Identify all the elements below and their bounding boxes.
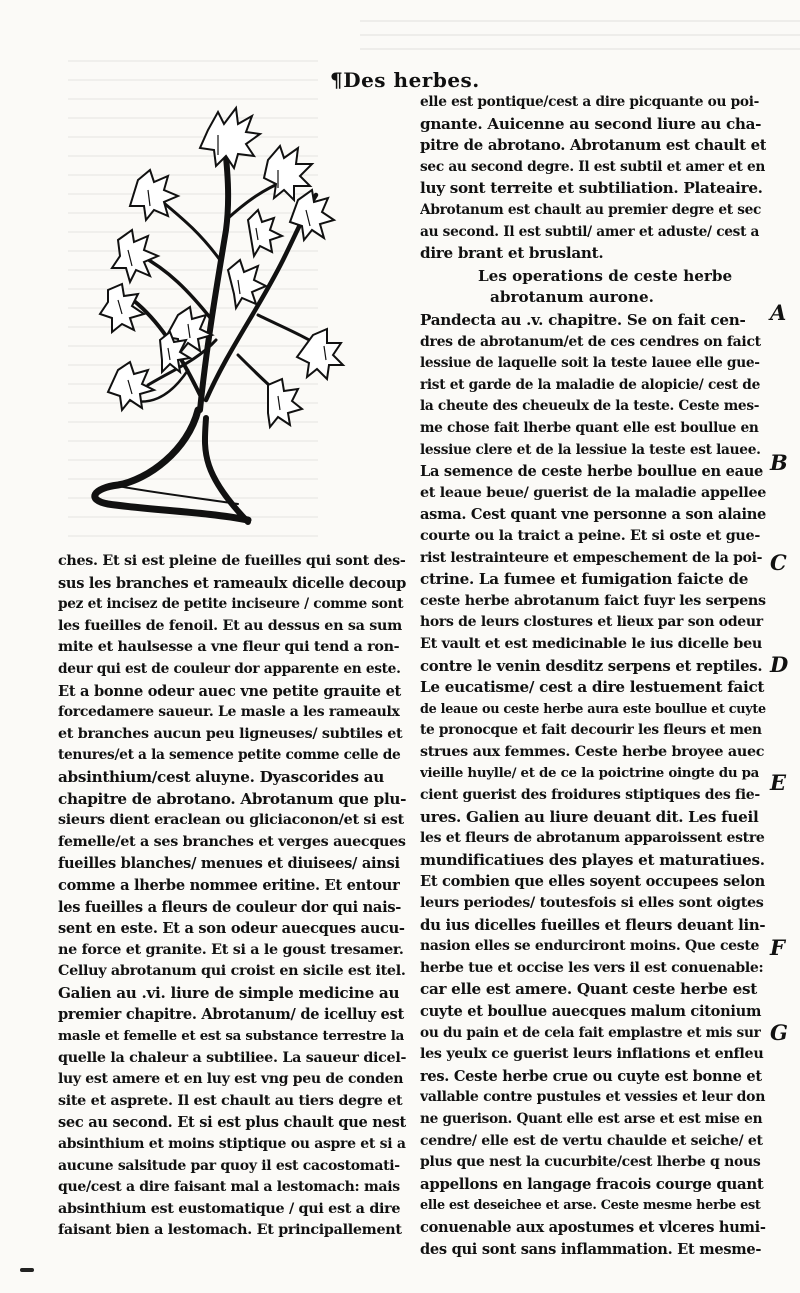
text-line: Celluy abrotanum qui croist en sicile est itel.	[58, 963, 406, 980]
text-line: lessiue de laquelle soit la teste lauee elle gue-	[420, 355, 760, 372]
margin-letter-e: E	[770, 770, 787, 795]
text-line: faisant bien a lestomach. Et principallement	[58, 1222, 402, 1239]
text-line: ches. Et si est pleine de fueilles qui sont des-	[58, 553, 406, 569]
text-line: Pandecta au .v. chapitre. Se on fait cen-	[420, 311, 746, 329]
text-line: res. Ceste herbe crue ou cuyte est bonne et	[420, 1067, 762, 1085]
text-line: leurs periodes/ toutesfois si elles sont oigtes	[420, 895, 764, 912]
text-line: premier chapitre. Abrotanum/ de icelluy est	[58, 1006, 404, 1024]
text-line: car elle est amere. Quant ceste herbe est	[420, 980, 757, 999]
text-line: sus les branches et rameaulx dicelle decoup	[58, 574, 406, 592]
text-line: La semence de ceste herbe boullue en eaue	[420, 463, 764, 481]
text-line: sec au second degre. Il est subtil et amer et en	[420, 158, 766, 175]
text-line: Le eucatisme/ cest a dire lestuement faict	[420, 678, 765, 697]
text-line: la cheute des cheueulx de la teste. Ceste mes-	[420, 398, 760, 415]
text-line: vieille huylle/ et de ce la poictrine oingte du pa	[420, 765, 760, 782]
plant-woodcut-illustration	[88, 100, 350, 535]
text-line: luy est amere et en luy est vng peu de conden	[58, 1071, 404, 1088]
section-heading-second	[490, 287, 790, 309]
margin-letter-g: G	[770, 1020, 788, 1045]
text-line: les fueilles a fleurs de couleur dor qui nais-	[58, 898, 401, 916]
text-line: sieurs dient eraclean ou gliciaconon/et si est	[58, 812, 404, 829]
text-line: du ius dicelles fueilles et fleurs deuant lin-	[420, 915, 766, 934]
text-line: nasion elles se endurciront moins. Que ceste	[420, 938, 760, 955]
section-heading-line: Les operations de ceste herbe	[478, 267, 733, 285]
text-line: rist lestrainteure et empeschement de la poi-	[420, 549, 763, 566]
text-line: mundificatiues des playes et maturatiues.	[420, 850, 765, 869]
text-line: ne force et granite. Et si a le goust tresamer.	[58, 941, 404, 958]
text-line: pez et incisez de petite inciseure / comme sont	[58, 596, 404, 613]
text-line: absinthium est eustomatique / qui est a dire	[58, 1200, 401, 1217]
bleed-through-top	[360, 20, 800, 60]
text-line: au second. Il est subtil/ amer et aduste/ cest a	[420, 223, 760, 240]
text-line: ures. Galien au liure deuant dit. Les fueil	[420, 807, 759, 826]
text-line: Galien au .vi. liure de simple medicine au	[58, 983, 400, 1002]
text-line: site et asprete. Il est chault au tiers degre et	[58, 1092, 403, 1109]
text-line: elle est pontique/cest a dire picquante ou poi-	[420, 94, 759, 110]
text-line: Et combien que elles soyent occupees selon	[420, 873, 765, 891]
right-column-bottom	[420, 310, 766, 1260]
ink-mark	[20, 1268, 34, 1272]
text-line: chapitre de abrotano. Abrotanum que plu-	[58, 789, 406, 808]
text-line: et leaue beue/ guerist de la maladie appellee	[420, 484, 766, 501]
text-line: asma. Cest quant vne personne a son alaine	[420, 506, 766, 524]
text-line: de leaue ou ceste herbe aura este boullue et cuyte	[420, 701, 766, 717]
text-line: ou du pain et de cela fait emplastre et mis sur	[420, 1024, 761, 1041]
text-line: mite et haulsesse a vne fleur qui tend a ron-	[58, 639, 400, 656]
text-line: deur qui est de couleur dor apparente en este.	[58, 660, 401, 677]
text-line: les et fleurs de abrotanum apparoissent estre	[420, 830, 765, 847]
text-line: Et vault et est medicinable le ius dicelle beu	[420, 635, 763, 652]
text-line: contre le venin desditz serpens et reptiles.	[420, 656, 763, 675]
section-heading	[478, 266, 778, 288]
text-line: sent en este. Et a son odeur auecques aucu-	[58, 920, 405, 938]
text-line: des qui sont sans inflammation. Et mesme-	[420, 1240, 762, 1258]
margin-letter-c: C	[770, 550, 787, 575]
text-line: cendre/ elle est de vertu chaulde et seiche/ et	[420, 1132, 763, 1149]
text-line: hors de leurs clostures et lieux par son odeur	[420, 614, 763, 631]
text-line: absinthium/cest aluyne. Dyascorides au	[58, 767, 384, 786]
text-line: et branches aucun peu ligneuses/ subtiles et	[58, 725, 403, 742]
text-line: pitre de abrotano. Abrotanum est chault et	[420, 136, 766, 155]
right-column-top	[420, 92, 766, 265]
text-line: plus que nest la cucurbite/cest lherbe q nous	[420, 1154, 761, 1171]
text-line: les fueilles de fenoil. Et au dessus en sa sum	[58, 617, 402, 634]
margin-letter-b: B	[770, 450, 788, 475]
text-line: me chose fait lherbe quant elle est boullue en	[420, 419, 759, 436]
text-line: que/cest a dire faisant mal a lestomach: mais	[58, 1179, 400, 1196]
text-line: Abrotanum est chault au premier degre et sec	[420, 201, 762, 218]
text-line: te pronocque et fait decourir les fleurs et men	[420, 722, 762, 739]
text-line: vallable contre pustules et vessies et leur don	[420, 1089, 766, 1106]
pilcrow-icon: ¶	[330, 68, 344, 92]
text-line: cuyte et boullue auecques malum citonium	[420, 1003, 762, 1020]
left-column	[58, 551, 406, 1242]
text-line: ne guerison. Quant elle est arse et est mise en	[420, 1110, 763, 1127]
text-line: absinthium et moins stiptique ou aspre et si a	[58, 1136, 406, 1153]
text-line: cient guerist des froidures stiptiques des fie-	[420, 787, 760, 804]
text-line: luy sont terreite et subtiliation. Plateaire.	[420, 179, 763, 198]
text-line: dire brant et bruslant.	[420, 244, 604, 263]
text-line: strues aux femmes. Ceste herbe broyee auec	[420, 743, 765, 760]
text-line: ctrine. La fumee et fumigation faicte de	[420, 570, 749, 589]
text-line: conuenable aux apostumes et vlceres humi-	[420, 1218, 766, 1236]
text-line: masle et femelle et est sa substance terrestre la	[58, 1028, 404, 1045]
margin-letter-f: F	[770, 935, 785, 960]
text-line: tenures/et a la semence petite comme celle de	[58, 747, 401, 764]
text-line: sec au second. Et si est plus chault que nest	[58, 1114, 406, 1132]
text-line: ceste herbe abrotanum faict fuyr les serpens	[420, 592, 766, 609]
text-line: forcedamere saueur. Le masle a les rameaulx	[58, 704, 400, 721]
text-line: appellons en langage fracois courge quant	[420, 1174, 764, 1193]
text-line: elle est deseichee et arse. Ceste mesme herbe est	[420, 1198, 761, 1214]
section-heading-line: abrotanum aurone.	[490, 288, 654, 306]
text-line: aucune salsitude par quoy il est cacostomati-	[58, 1157, 400, 1174]
margin-letter-a: A	[770, 300, 787, 325]
running-head: ¶Des herbes.	[330, 68, 480, 92]
text-line: herbe tue et occise les vers il est conuenable:	[420, 959, 764, 976]
text-line: fueilles blanches/ menues et diuisees/ ainsi	[58, 855, 400, 873]
text-line: gnante. Auicenne au second liure au cha-	[420, 114, 762, 133]
text-line: dres de abrotanum/et de ces cendres on faict	[420, 333, 761, 350]
margin-letter-d: D	[770, 652, 789, 677]
text-line: les yeulx ce guerist leurs inflations et enfleu	[420, 1046, 764, 1063]
text-line: lessiue clere et de la lessiue la teste est lauee.	[420, 441, 761, 458]
text-line: courte ou la traict a peine. Et si oste et gue-	[420, 527, 760, 544]
text-line: Et a bonne odeur auec vne petite grauite et	[58, 682, 402, 700]
text-line: comme a lherbe nommee eritine. Et entour	[58, 876, 400, 894]
text-line: femelle/et a ses branches et verges auecques	[58, 833, 406, 850]
text-line: quelle la chaleur a subtiliee. La saueur dicel-	[58, 1049, 406, 1066]
text-line: rist et garde de la maladie de alopicie/ cest de	[420, 376, 760, 393]
